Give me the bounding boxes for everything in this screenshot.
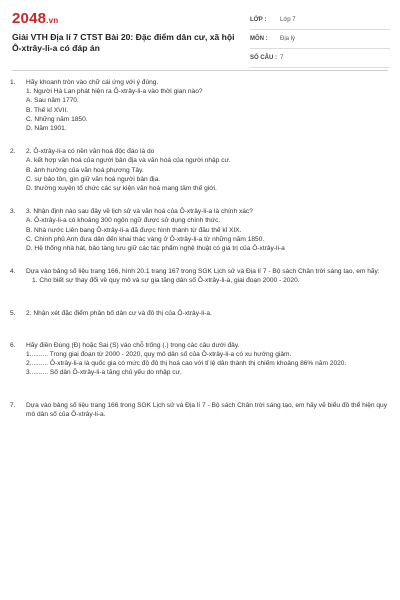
question-subtext: 1. Cho biết sự thay đổi về quy mô và sự gia tăng dân số Ô-xtrây-li-a, giai đoạn 2000 - 2020.	[32, 277, 300, 285]
meta-label: LỚP :	[250, 17, 267, 23]
question-text: Dựa vào bảng số liệu trang 166 trong SGK Lịch sử và Địa lí 7 - Bộ sách Chân trời sáng tạo, em hãy vẽ biểu đồ thể hiện quy mô dân số của Ô-xtrây-li-a.	[26, 401, 387, 418]
answer-option: D. Hệ thống nhà hát, bảo tàng lưu giữ các tác phẩm nghệ thuật có giá trị của Ô-xtrây-li-a	[26, 245, 285, 253]
fill-statement: 1.......... Trong giai đoạn từ 2000 - 2020, quy mô dân số của Ô-xtrây-li-a có xu hướng giảm.	[26, 351, 292, 359]
question-text: 2. Nhận xét đặc điểm phân bố dân cư và đô thị của Ô-xtrây-li-a.	[26, 309, 212, 317]
question-7	[10, 401, 388, 419]
site-logo[interactable]	[12, 10, 58, 27]
question-number: 6.	[10, 341, 16, 349]
question-number: 2.	[10, 148, 16, 156]
answer-option: B. ảnh hưởng của văn hoá phương Tây.	[26, 166, 144, 174]
answer-option: C. sự bảo tồn, gìn giữ văn hoá người bản địa.	[26, 175, 161, 183]
meta-label: MÔN :	[250, 36, 268, 42]
logo-text: 2048	[12, 10, 47, 27]
question-number: 5.	[10, 309, 16, 317]
answer-option: B. Thế kỉ XVII.	[26, 106, 69, 114]
answer-option: D. thường xuyên tổ chức các sự kiện văn hoá mang tầm thế giới.	[26, 185, 217, 193]
header-divider	[12, 70, 388, 71]
page-title: Giải VTH Địa lí 7 CTST Bài 20: Đặc điểm dân cư, xã hội Ô-xtrây-li-a có đáp án	[12, 32, 235, 53]
answer-option: A. kết hợp văn hoá của người bản địa và văn hoá của người nhập cư.	[26, 157, 231, 165]
meta-row-grade	[250, 11, 390, 30]
answer-option: C. Những năm 1850.	[26, 115, 88, 123]
question-number: 3.	[10, 208, 16, 216]
question-text: 3. Nhận định nào sau đây về lịch sử và văn hoá của Ô-xtrây-li-a là chính xác?	[26, 208, 253, 216]
question-1	[10, 78, 388, 133]
meta-info-box	[250, 11, 390, 68]
question-list	[10, 78, 388, 426]
logo-suffix: .vn	[46, 16, 59, 25]
answer-option: B. Nhà nước Liên bang Ô-xtrây-li-a đã được hình thành từ đầu thế kỉ XIX.	[26, 226, 242, 234]
meta-value: 7	[280, 55, 284, 61]
meta-row-count	[250, 49, 390, 68]
answer-option: A. Sau năm 1770.	[26, 97, 79, 105]
meta-row-subject	[250, 30, 390, 49]
question-number: 1.	[10, 79, 16, 86]
question-2	[10, 147, 388, 193]
question-text: Hãy điền Đúng (Đ) hoặc Sai (S) vào chỗ trống (.) trong các câu dưới đây.	[26, 341, 240, 349]
meta-value: Lớp 7	[280, 17, 296, 23]
question-6	[10, 341, 388, 378]
question-text: Hãy khoanh tròn vào chữ cái ứng với ý đúng.	[26, 79, 159, 86]
question-number: 7.	[10, 401, 16, 409]
answer-option: A. Ô-xtrây-li-a có khoảng 300 ngôn ngữ được sử dụng chính thức.	[26, 217, 221, 225]
question-text: 2. Ô-xtrây-li-a có nền văn hoá độc đáo là do	[26, 148, 155, 156]
question-4	[10, 267, 388, 285]
meta-value: Địa lý	[280, 36, 296, 42]
question-5	[10, 309, 388, 318]
answer-option: D. Năm 1901.	[26, 125, 67, 133]
answer-option: C. Chính phủ Anh đưa dân đến khai thác vàng ở Ô-xtrây-li-a từ những năm 1850.	[26, 235, 265, 243]
question-3	[10, 207, 388, 253]
fill-statement: 2.......... Ô-xtrây-li-a là quốc gia có mức độ đô thị hoá cao với tỉ lệ dân thành thị chiếm khoảng 86% năm 2020.	[26, 360, 347, 368]
question-text: 1. Người Hà Lan phát hiện ra Ô-xtrây-li-a vào thời gian nào?	[26, 88, 203, 96]
question-number: 4.	[10, 268, 16, 276]
question-text: Dựa vào bảng số liệu trang 166, hình 20.1 trang 167 trong SGK Lịch sử và Địa lí 7 - Bộ sách Chân trời sáng tạo, em hãy:	[26, 268, 380, 276]
fill-statement: 3.......... Số dân Ô-xtrây-li-a tăng chủ yếu do nhập cư.	[26, 369, 182, 377]
meta-label: SỐ CÂU :	[250, 55, 277, 61]
